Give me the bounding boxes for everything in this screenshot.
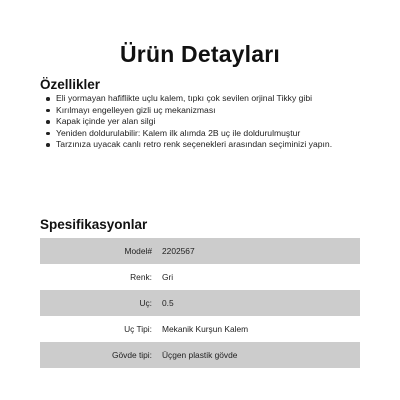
- spec-value: 2202567: [162, 246, 195, 256]
- page-title: Ürün Detayları: [119, 41, 280, 68]
- spec-value: 0.5: [162, 298, 174, 308]
- feature-item: Kırılmayı engelleyen gizli uç mekanizması: [56, 105, 396, 117]
- feature-item: Eli yormayan hafiflikte uçlu kalem, tıpkı çok sevilen orjinal Tikky gibi: [56, 93, 396, 105]
- spec-label: Uç:: [139, 298, 152, 308]
- spec-label: Model#: [124, 246, 152, 256]
- spec-row-color: [40, 264, 360, 290]
- spec-row-model: [40, 238, 360, 264]
- spec-row-body-type: [40, 342, 360, 368]
- features-heading: Özellikler: [40, 77, 101, 93]
- spec-label: Uç Tipi:: [124, 324, 152, 334]
- spec-row-tip-type: [40, 316, 360, 342]
- spec-value: Gri: [162, 272, 174, 282]
- feature-item: Kapak içinde yer alan silgi: [56, 116, 396, 128]
- spec-value: Üçgen plastik gövde: [162, 350, 238, 360]
- specs-heading: Spesifikasyonlar: [40, 217, 148, 233]
- spec-value: Mekanik Kurşun Kalem: [162, 324, 249, 334]
- spec-label: Gövde tipi:: [111, 350, 152, 360]
- feature-item: Tarzınıza uyacak canlı retro renk seçenekleri arasından seçiminizi yapın.: [56, 139, 396, 151]
- spec-row-tip: [40, 290, 360, 316]
- feature-list: [40, 93, 396, 151]
- spec-label: Renk:: [130, 272, 152, 282]
- feature-item: Yeniden doldurulabilir: Kalem ilk alımda 2B uç ile doldurulmuştur: [56, 128, 396, 140]
- spec-table: [40, 238, 360, 368]
